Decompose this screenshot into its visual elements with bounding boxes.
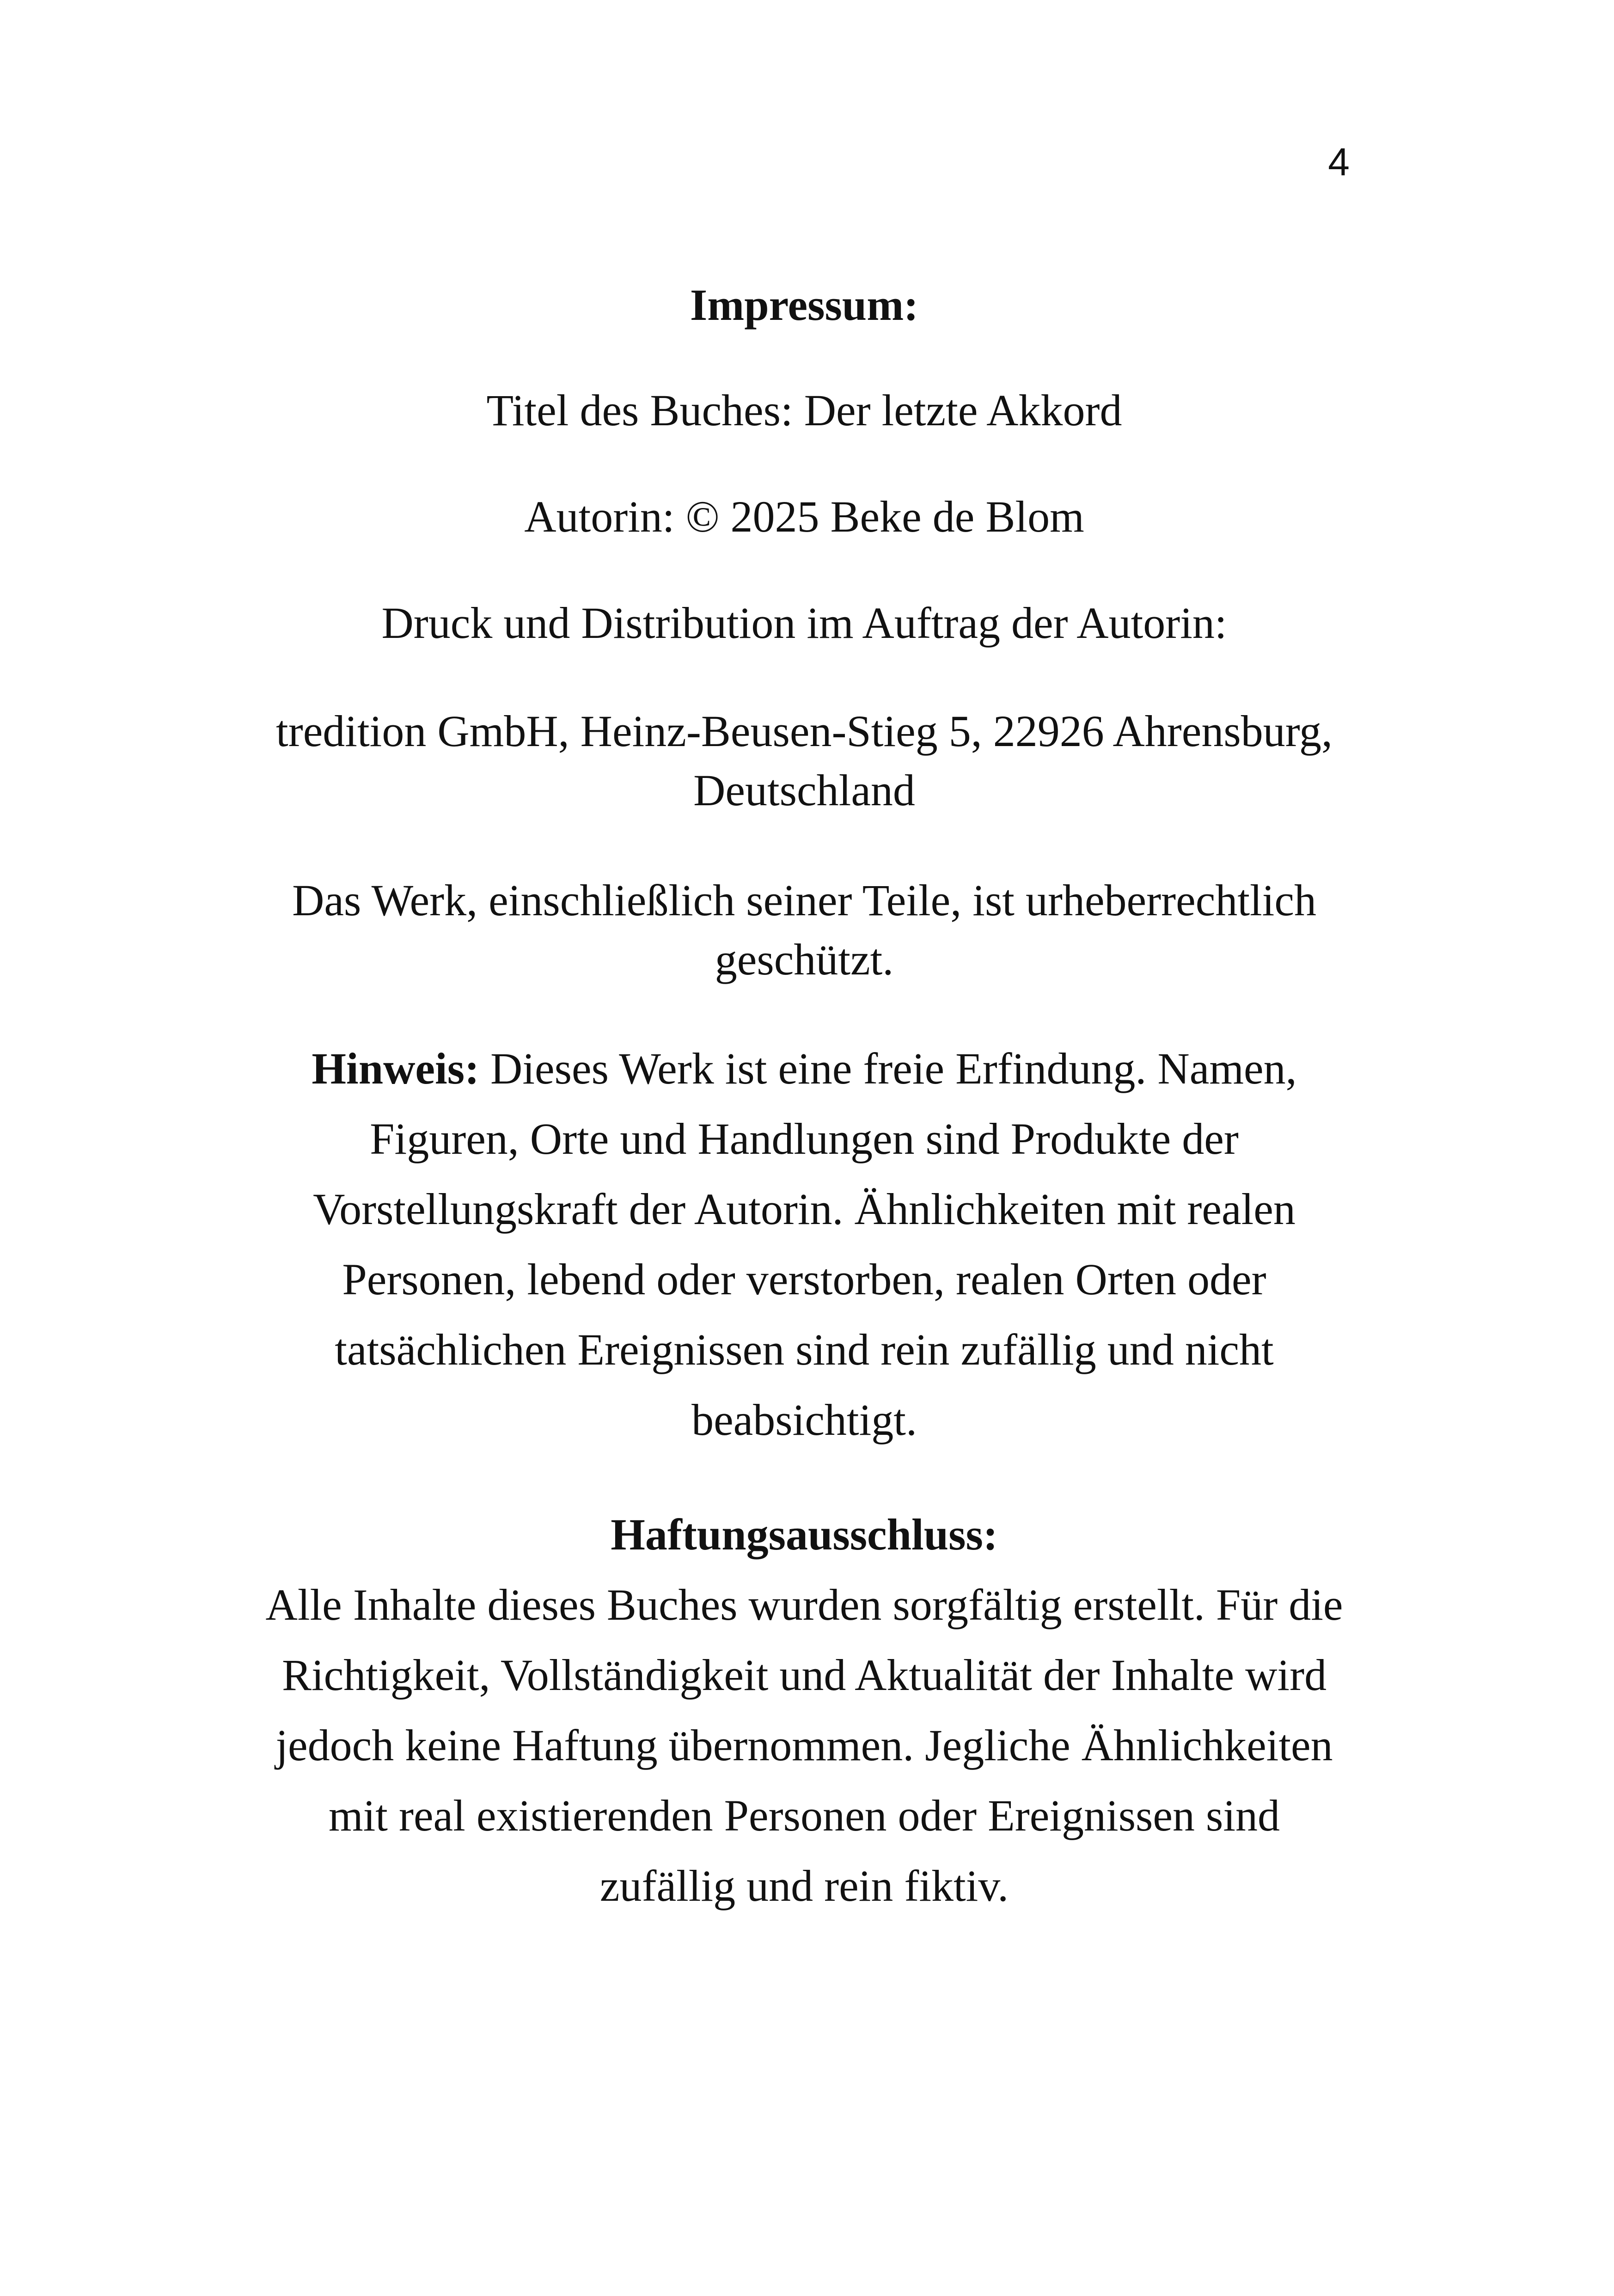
disclaimer-heading: Haftungsausschluss: (611, 1510, 998, 1559)
notice-label: Hinweis: (312, 1044, 480, 1093)
publisher-country-line: Deutschland (693, 765, 915, 815)
impressum-heading: Impressum: (690, 280, 919, 330)
notice-paragraph (259, 1034, 1350, 1455)
publisher-address (259, 702, 1350, 820)
imprint-content (259, 277, 1350, 1921)
disclaimer-section (259, 1500, 1350, 1921)
copyright-notice (259, 871, 1350, 989)
notice-line: Figuren, Orte und Handlungen sind Produkte der (370, 1114, 1239, 1163)
author-line: Autorin: © 2025 Beke de Blom (524, 492, 1084, 541)
notice-line: Vorstellungskraft der Autorin. Ähnlichkeiten mit realen (313, 1184, 1296, 1234)
notice-text: Dieses Werk ist eine freie Erfindung. Namen, (479, 1044, 1297, 1093)
notice-line: beabsichtigt. (691, 1395, 917, 1445)
notice-line: Personen, lebend oder verstorben, realen Orten oder (342, 1255, 1266, 1304)
copyright-line: geschützt. (715, 935, 894, 984)
copyright-line: Das Werk, einschließlich seiner Teile, ist urheberrechtlich (292, 876, 1316, 925)
disclaimer-line: jedoch keine Haftung übernommen. Jegliche Ähnlichkeiten (275, 1720, 1333, 1770)
disclaimer-line: Alle Inhalte dieses Buches wurden sorgfältig erstellt. Für die (265, 1580, 1343, 1629)
disclaimer-line: zufällig und rein fiktiv. (599, 1861, 1009, 1910)
notice-line: tatsächlichen Ereignissen sind rein zufällig und nicht (335, 1325, 1274, 1374)
disclaimer-line: Richtigkeit, Vollständigkeit und Aktualität der Inhalte wird (281, 1650, 1327, 1700)
print-distribution-line: Druck und Distribution im Auftrag der Autorin: (381, 598, 1227, 648)
notice-line (259, 1034, 1350, 1104)
publisher-address-line: tredition GmbH, Heinz-Beusen-Stieg 5, 22926 Ahrensburg, (276, 706, 1333, 756)
disclaimer-line: mit real existierenden Personen oder Ereignissen sind (328, 1791, 1280, 1840)
book-title-line: Titel des Buches: Der letzte Akkord (486, 386, 1122, 435)
page-number: 4 (1328, 140, 1350, 184)
